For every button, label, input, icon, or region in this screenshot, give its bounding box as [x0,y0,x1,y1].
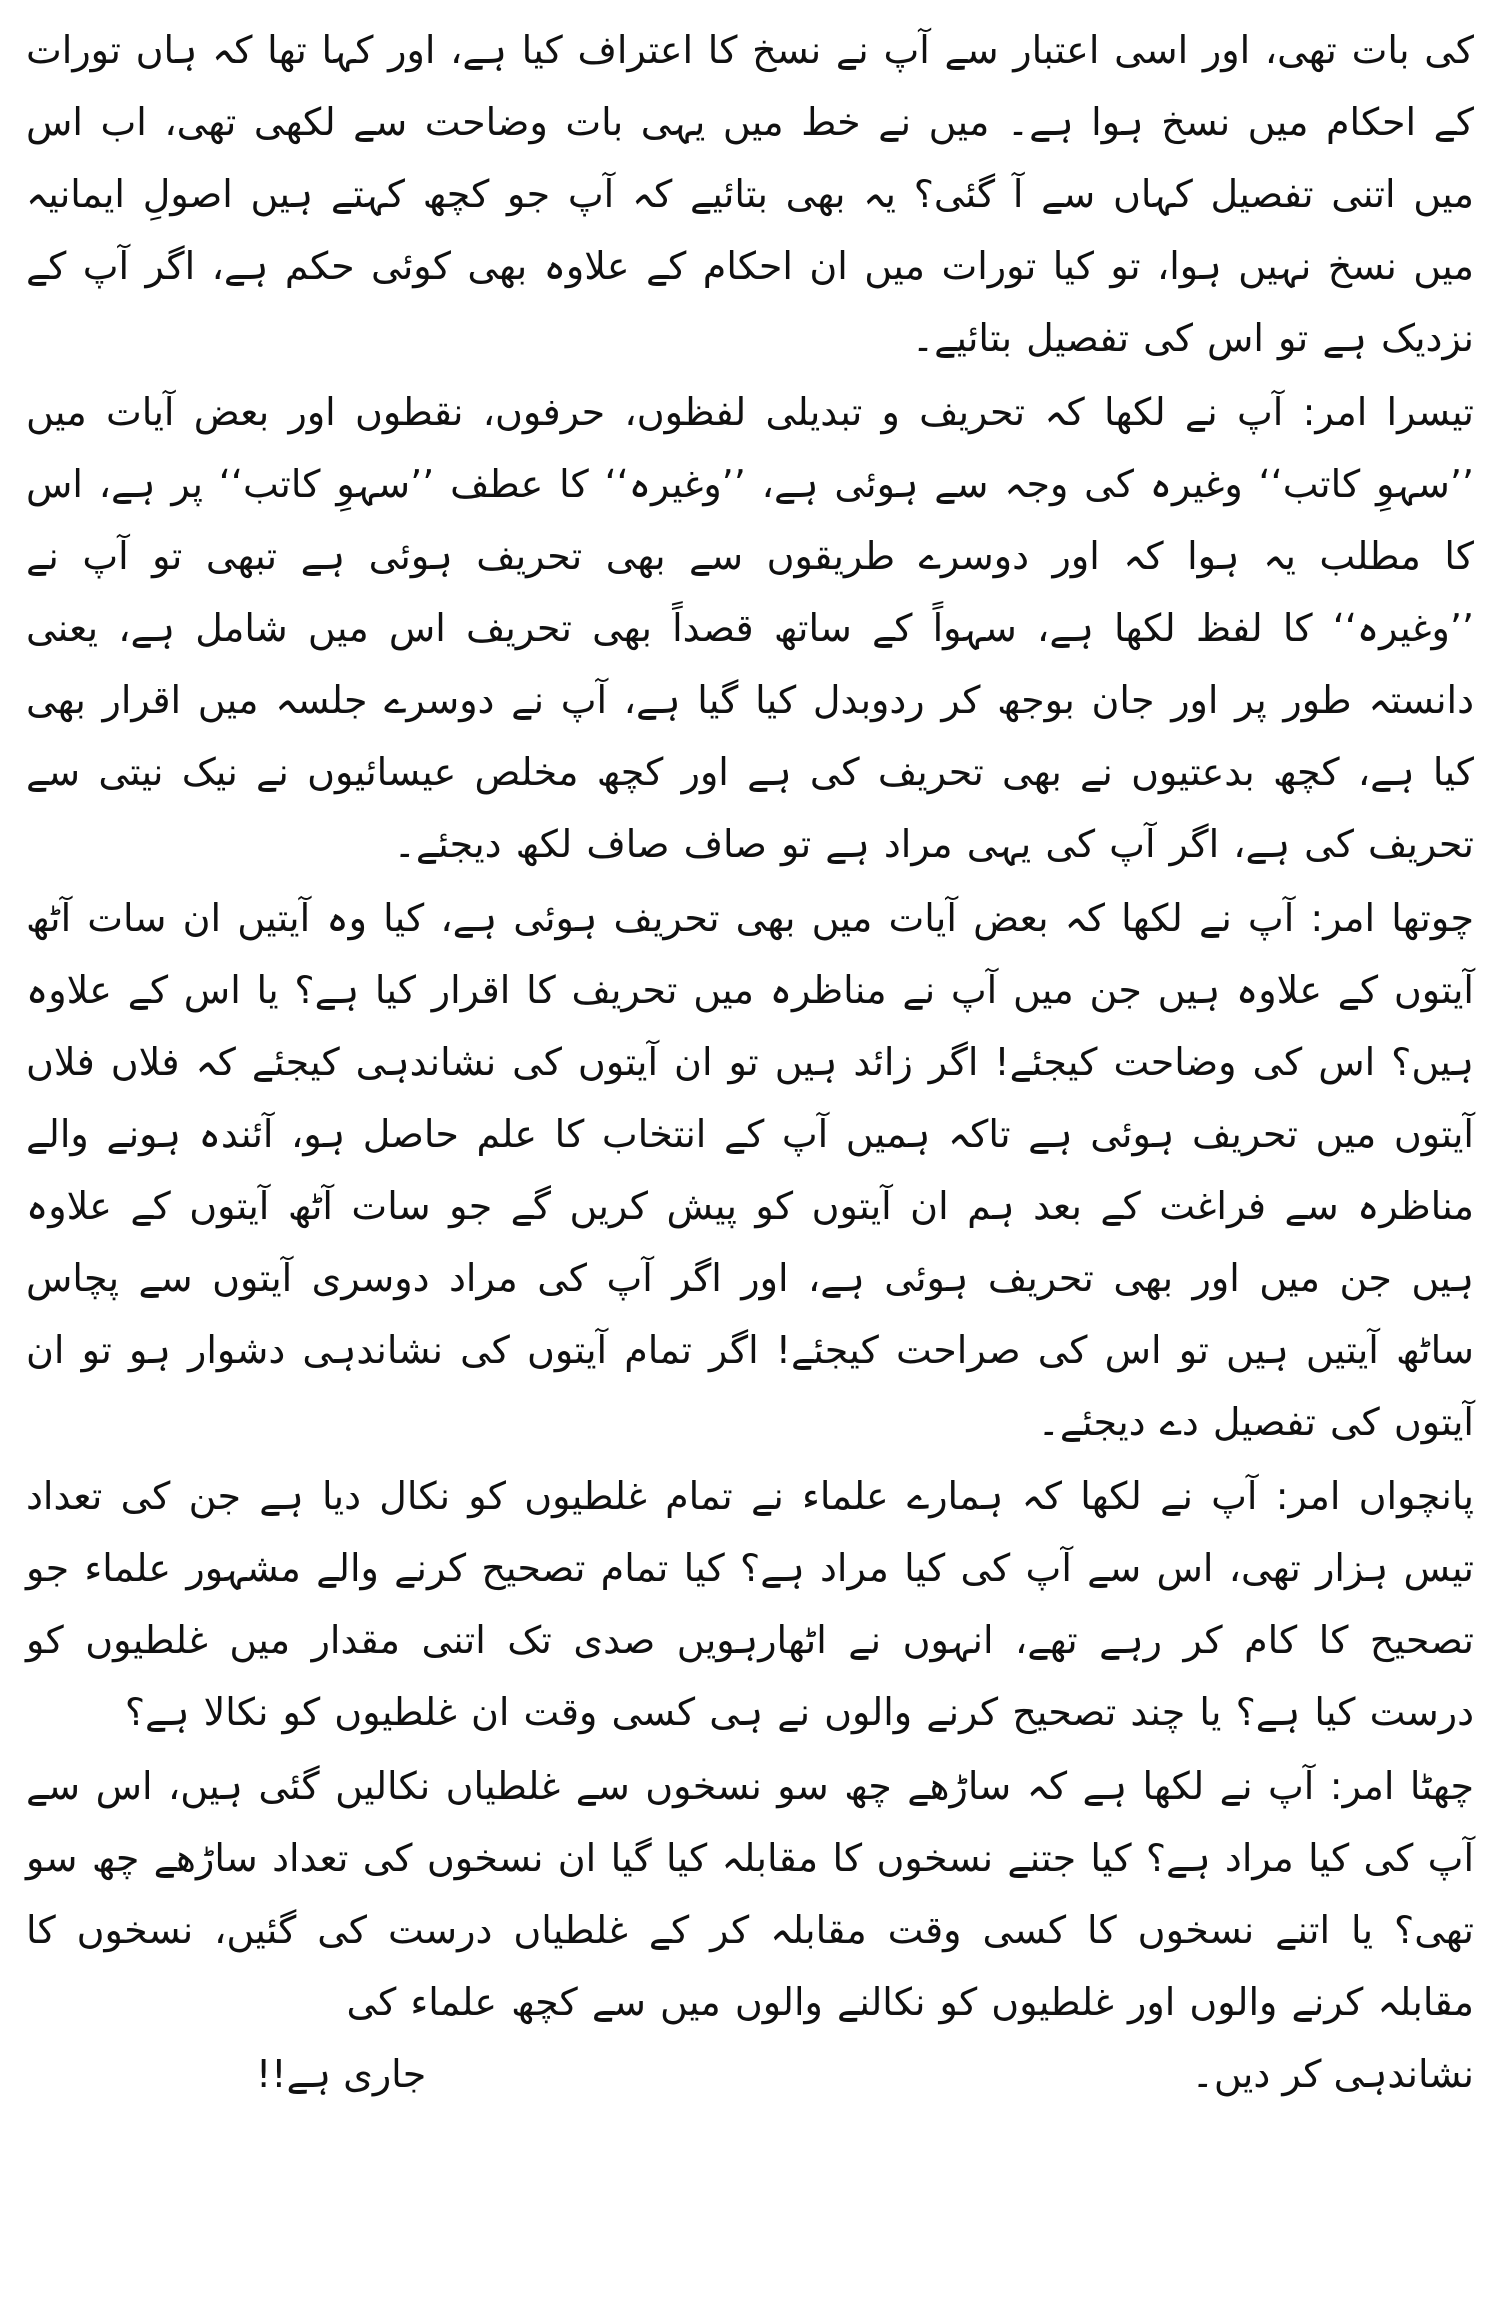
continued-note: جاری ہے!! [256,2052,427,2096]
paragraph-sixth-point: چھٹا امر: آپ نے لکھا ہے کہ ساڑھے چھ سو نسخوں سے غلطیاں نکالیں گئی ہیں، اس سے آپ کی کیا مراد ہے؟ کیا جتنے نسخوں کا مقابلہ کیا گیا ان نسخوں کی تعداد ساڑھے چھ سو تھی؟ یا اتنے نسخوں کا کسی وقت مقابلہ کر کے غلطیاں درست کی گئیں، نسخوں کا مقابلہ کرنے والوں اور غلطیوں کو نکالنے والوں میں سے کچھ علماء کی [26,1764,1474,2024]
final-line-text: نشاندہی کر دیں۔ [1191,2052,1474,2096]
final-line [26,2038,1474,2110]
paragraph-fourth-point: چوتھا امر: آپ نے لکھا کہ بعض آیات میں بھی تحریف ہوئی ہے، کیا وہ آیتیں ان سات آٹھ آیتوں کے علاوہ ہیں جن میں آپ نے مناظرہ میں تحریف کا اقرار کیا ہے؟ یا اس کے علاوہ ہیں؟ اس کی وضاحت کیجئے! اگر زائد ہیں تو ان آیتوں کی نشاندہی کیجئے کہ فلاں فلاں آیتوں میں تحریف ہوئی ہے تاکہ ہمیں آپ کے انتخاب کا علم حاصل ہو، آئندہ ہونے والے مناظرہ سے فراغت کے بعد ہم ان آیتوں کو پیش کریں گے جو سات آٹھ آیتوں کے علاوہ ہیں جن میں اور بھی تحریف ہوئی ہے، اور اگر آپ کی مراد دوسری آیتوں سے پچاس ساٹھ آیتیں ہیں تو اس کی صراحت کیجئے! اگر تمام آیتوں کی نشاندہی دشوار ہو تو ان آیتوں کی تفصیل دے دیجئے۔ [26,896,1474,1444]
paragraph-third-point: تیسرا امر: آپ نے لکھا کہ تحریف و تبدیلی لفظوں، حرفوں، نقطوں اور بعض آیات میں ’’سہوِ کاتب‘‘ وغیرہ کی وجہ سے ہوئی ہے، ’’وغیرہ‘‘ کا عطف ’’سہوِ کاتب‘‘ پر ہے، اس کا مطلب یہ ہوا کہ اور دوسرے طریقوں سے بھی تحریف ہوئی ہے تبھی تو آپ نے ’’وغیرہ‘‘ کا لفظ لکھا ہے، سہواً کے ساتھ قصداً بھی تحریف اس میں شامل ہے، یعنی دانستہ طور پر اور جان بوجھ کر ردوبدل کیا گیا ہے، آپ نے دوسرے جلسہ میں اقرار بھی کیا ہے، کچھ بدعتیوں نے بھی تحریف کی ہے اور کچھ مخلص عیسائیوں نے نیک نیتی سے تحریف کی ہے، اگر آپ کی یہی مراد ہے تو صاف صاف لکھ دیجئے۔ [26,390,1474,866]
paragraph-fifth-point: پانچواں امر: آپ نے لکھا کہ ہمارے علماء نے تمام غلطیوں کو نکال دیا ہے جن کی تعداد تیس ہزار تھی، اس سے آپ کی کیا مراد ہے؟ کیا تمام تصحیح کرنے والے مشہور علماء جو تصحیح کا کام کر رہے تھے، انہوں نے اٹھارہویں صدی تک اتنی مقدار میں غلطیوں کو درست کیا ہے؟ یا چند تصحیح کرنے والوں نے ہی کسی وقت ان غلطیوں کو نکالا ہے؟ [26,1474,1474,1734]
paragraph-continuation: کی بات تھی، اور اسی اعتبار سے آپ نے نسخ کا اعتراف کیا ہے، اور کہا تھا کہ ہاں تورات کے احکام میں نسخ ہوا ہے۔ میں نے خط میں یہی بات وضاحت سے لکھی تھی، اب اس میں اتنی تفصیل کہاں سے آ گئی؟ یہ بھی بتائیے کہ آپ جو کچھ کہتے ہیں اصولِ ایمانیہ میں نسخ نہیں ہوا، تو کیا تورات میں ان احکام کے علاوہ بھی کوئی حکم ہے، اگر آپ کے نزدیک ہے تو اس کی تفصیل بتائیے۔ [26,28,1474,360]
